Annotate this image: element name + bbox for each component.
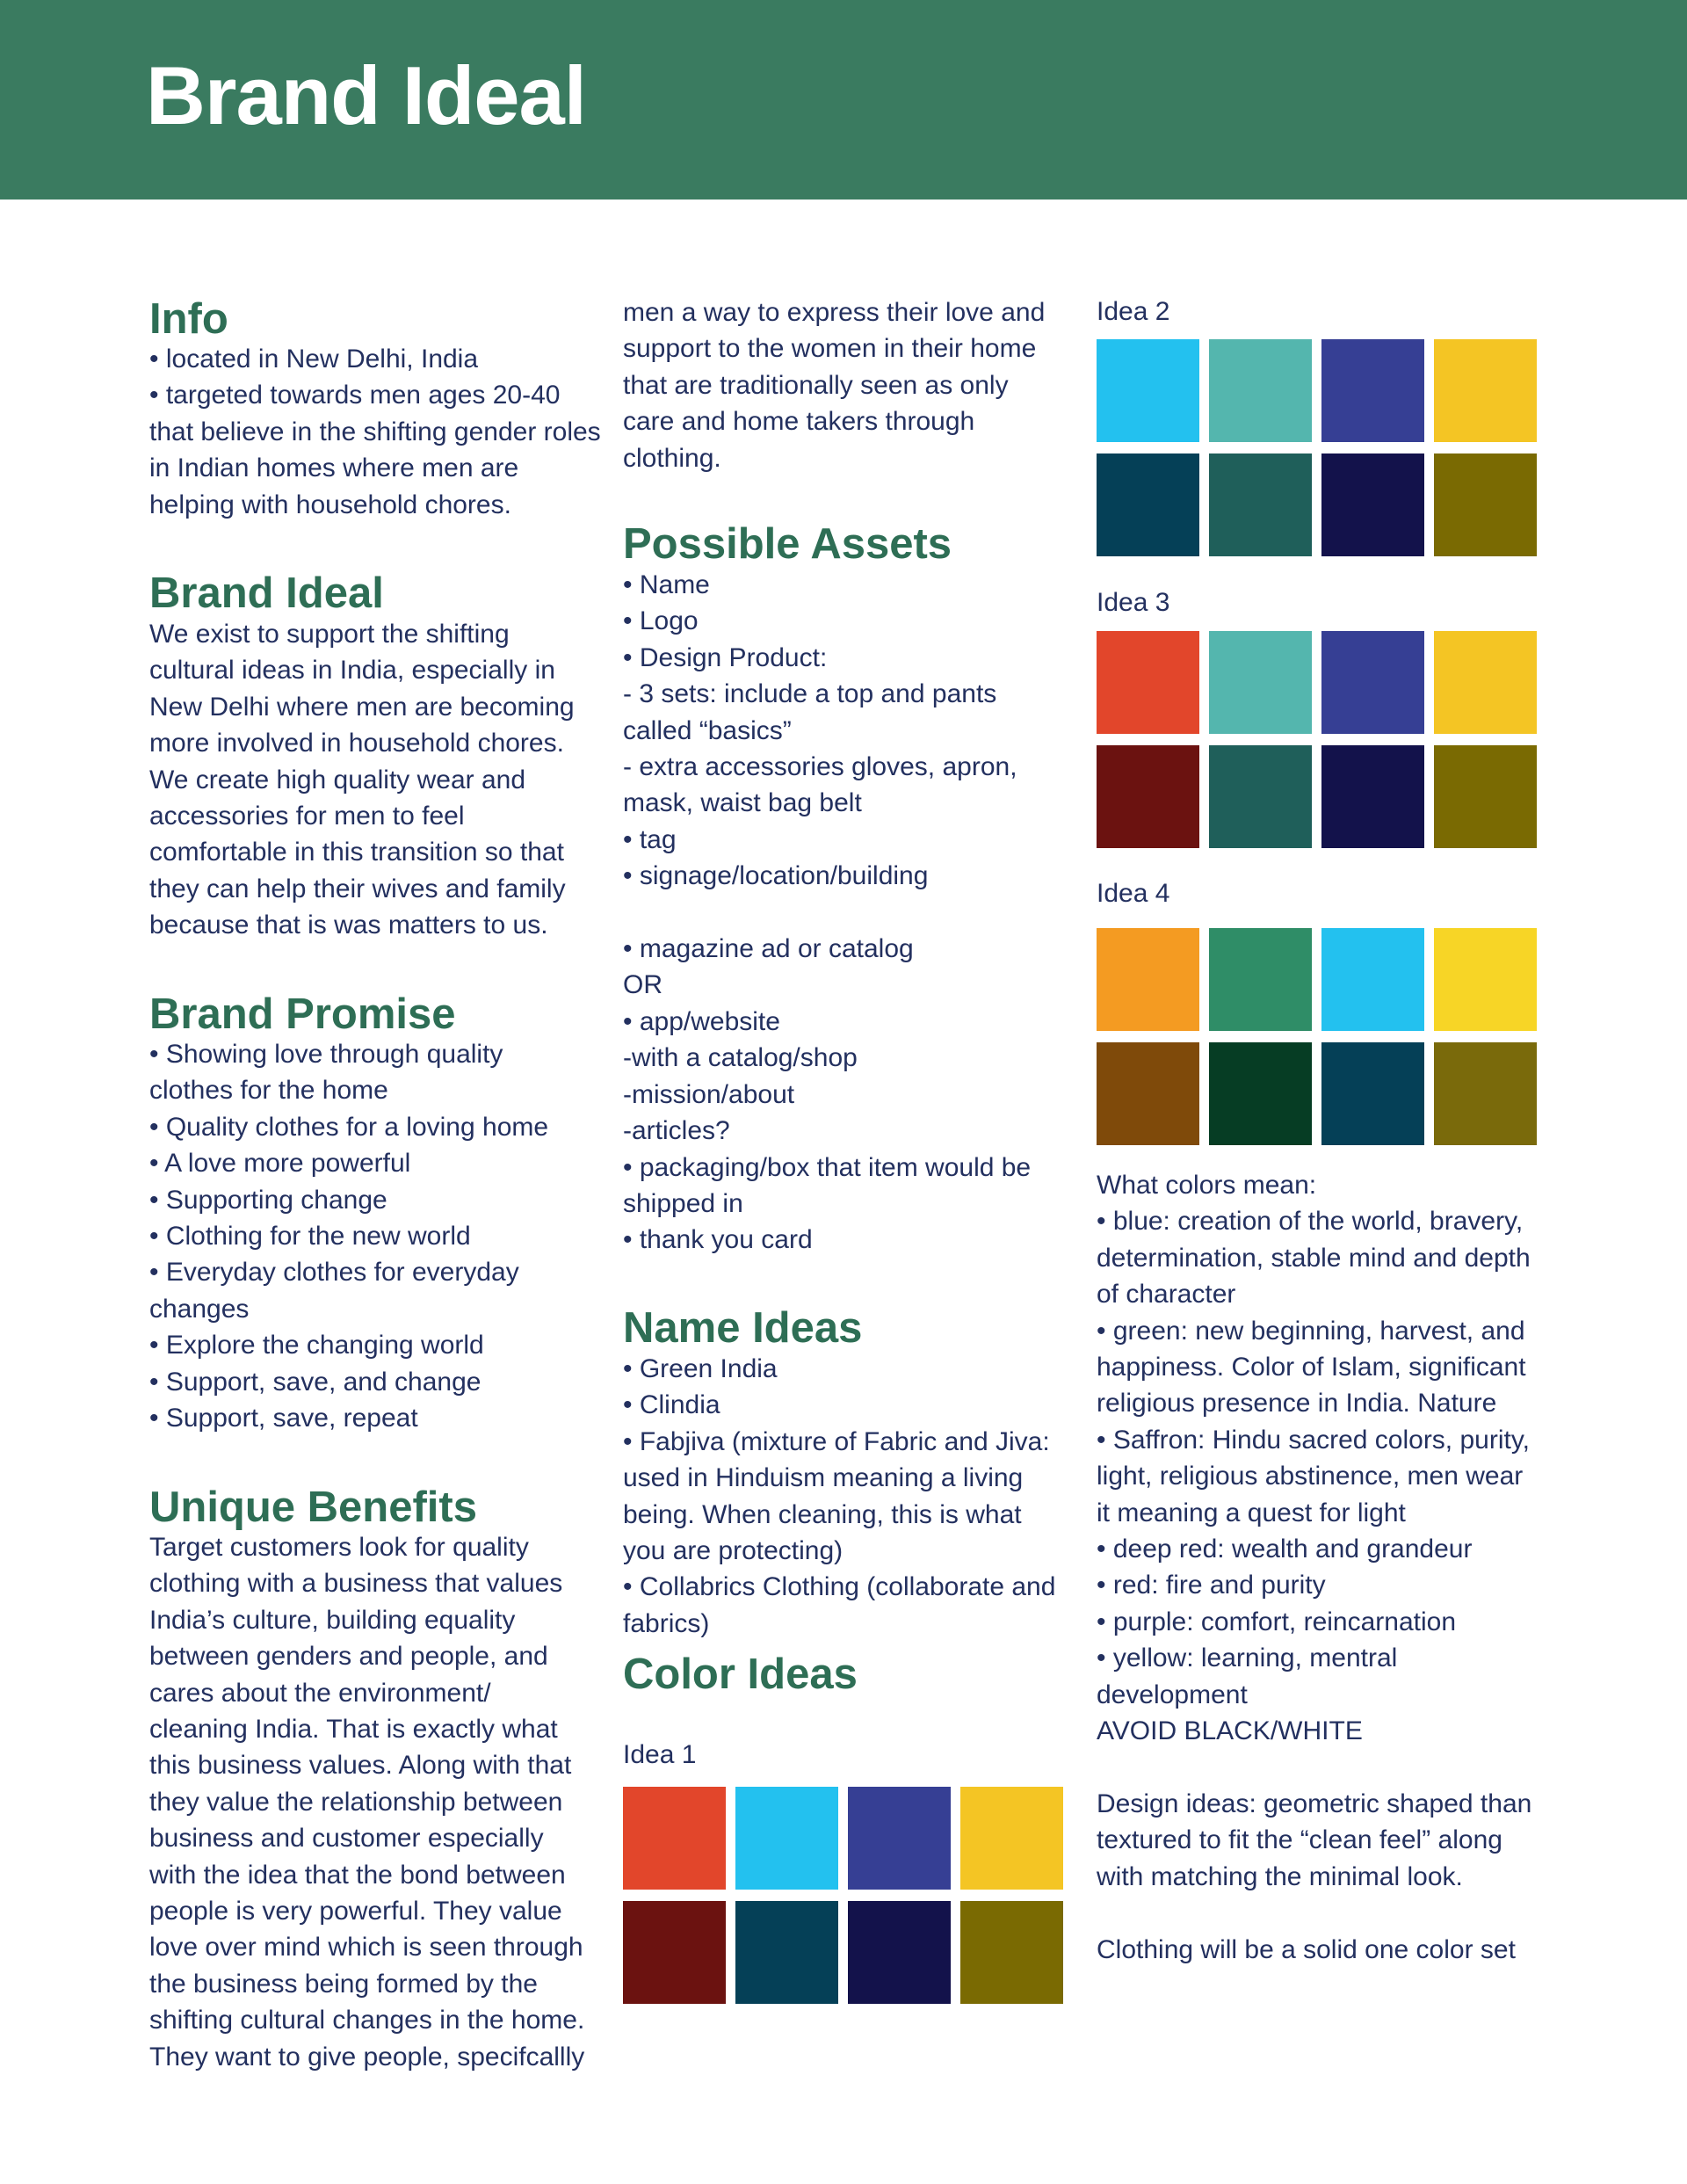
brand-ideal-heading: Brand Ideal [149, 570, 384, 617]
color-swatch [1209, 1042, 1312, 1145]
color-swatch [1434, 928, 1537, 1031]
info-text: • located in New Delhi, India • targeted towards men ages 20-40 that believe in the shifting gender roles in Indian homes where men are helping with household chores. [149, 345, 601, 519]
idea-1-palette [623, 1787, 1065, 1995]
color-swatch [1209, 928, 1312, 1031]
name-ideas-heading: Name Ideas [623, 1304, 863, 1352]
color-swatch [735, 1787, 838, 1890]
color-swatch [1434, 339, 1537, 442]
idea-4-palette [1097, 928, 1539, 1136]
color-swatch [848, 1787, 951, 1890]
color-swatch [1434, 1042, 1537, 1145]
brand-promise-text: • Showing love through quality clothes for the home • Quality clothes for a loving home • A love more powerful • Supporting change • Clothing for the new world • Everyday clothes for everyday changes • Explore the changing world • Support, save, and change • Support, save, repeat [149, 1040, 549, 1433]
color-swatch [1209, 339, 1312, 442]
page-title: Brand Ideal [146, 49, 586, 141]
continued-text: men a way to express their love and support to the women in their home that are traditionally seen as only care and home takers through clothing. [623, 298, 1046, 473]
color-swatch [960, 1901, 1063, 2004]
idea-1-label: Idea 1 [623, 1740, 697, 1769]
idea-3-label: Idea 3 [1097, 588, 1170, 617]
possible-assets-text: • Name • Logo • Design Product: - 3 sets: include a top and pants called “basics” - extra accessories gloves, apron, mask, waist bag belt • tag • signage/location/building • magazine ad or catalog OR • app/website -with a catalog/shop -mission/about -articles? • packaging/box that item would be shipped in • thank you card [623, 570, 1032, 1255]
color-swatch [1097, 1042, 1199, 1145]
color-swatch [1097, 928, 1199, 1031]
brand-promise-heading: Brand Promise [149, 990, 456, 1038]
color-swatch [1209, 745, 1312, 848]
color-meanings-text: What colors mean: • blue: creation of the world, bravery, determination, stable mind and depth of character • green: new beginning, harvest, and happiness. Color of Islam, significant religious presence in India. Nature • Saffron: Hindu sacred colors, purity, light, religious abstinence, men wear it meaning a quest for light • deep red: wealth and grandeur • red: fire and purity • purple: comfort, reincarnation • yellow: learning, mentral development AVOID BLACK/WHITE Design ideas: geometric shaped than textured to fit the “clean feel” along with matching the minimal look. Clothing will be a solid one color set [1097, 1171, 1532, 1964]
idea-3-palette [1097, 631, 1539, 839]
color-swatch [1097, 453, 1199, 556]
idea-2-palette [1097, 339, 1539, 548]
color-swatch [960, 1787, 1063, 1890]
info-heading: Info [149, 295, 228, 343]
unique-benefits-heading: Unique Benefits [149, 1484, 477, 1531]
color-swatch [623, 1901, 726, 2004]
color-swatch [848, 1901, 951, 2004]
color-swatch [1321, 631, 1424, 734]
color-swatch [1321, 339, 1424, 442]
idea-2-label: Idea 2 [1097, 297, 1170, 326]
possible-assets-heading: Possible Assets [623, 520, 952, 568]
color-swatch [1321, 745, 1424, 848]
color-swatch [1209, 453, 1312, 556]
color-swatch [1321, 453, 1424, 556]
color-swatch [1434, 631, 1537, 734]
color-ideas-heading: Color Ideas [623, 1651, 858, 1698]
name-ideas-text: • Green India • Clindia • Fabjiva (mixture of Fabric and Jiva: used in Hinduism meaning a living being. When cleaning, this is what you are protecting) • Collabrics Clothing (collaborate and fabrics) [623, 1354, 1056, 1638]
color-swatch [1097, 631, 1199, 734]
color-swatch [735, 1901, 838, 2004]
color-swatch [1209, 631, 1312, 734]
idea-4-label: Idea 4 [1097, 879, 1170, 908]
color-swatch [1321, 1042, 1424, 1145]
color-swatch [1434, 745, 1537, 848]
brand-ideal-text: We exist to support the shifting cultural ideas in India, especially in New Delhi where men are becoming more involved in household chores. We create high quality wear and accessories for men to feel comfortable in this transition so that they can help their wives and family because that is was matters to us. [149, 620, 575, 940]
unique-benefits-text: Target customers look for quality clothing with a business that values India’s culture, building equality between genders and people, and cares about the environment/ cleaning India. That is exactly what this business values. Along with that they value the relationship between business and customer especially with the idea that the bond between people is very powerful. They value love over mind which is seen through the business being formed by the shifting cultural changes in the home. They want to give people, specifcallly [149, 1533, 585, 2072]
header-banner [0, 0, 1687, 200]
color-swatch [1321, 928, 1424, 1031]
color-swatch [1434, 453, 1537, 556]
color-swatch [1097, 339, 1199, 442]
color-swatch [623, 1787, 726, 1890]
color-swatch [1097, 745, 1199, 848]
